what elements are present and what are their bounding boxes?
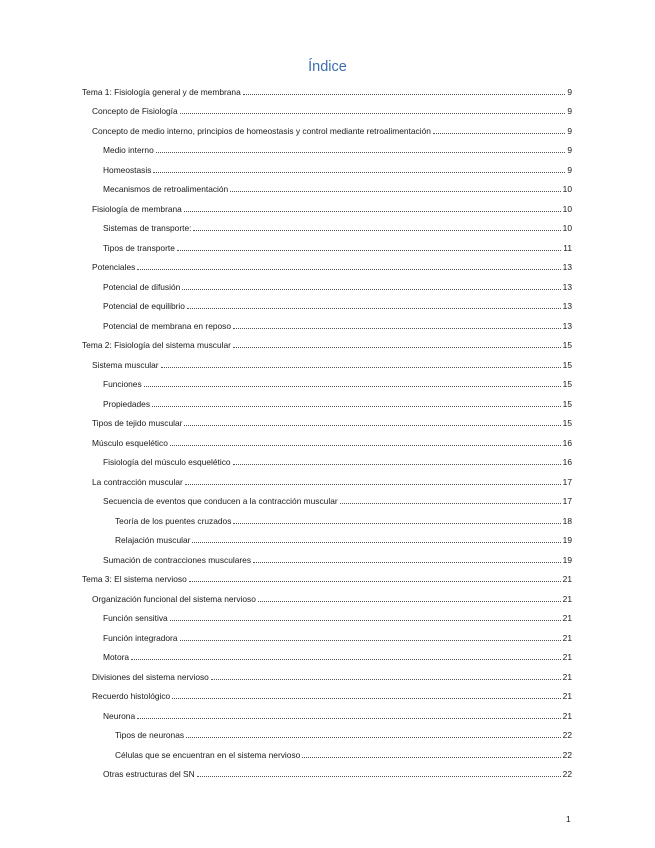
toc-entry-label: Concepto de medio interno, principios de homeostasis y control mediante retroalimentación xyxy=(92,125,431,136)
toc-entry-label: Mecanismos de retroalimentación xyxy=(103,184,229,194)
dot-leader xyxy=(243,93,566,95)
toc-entry[interactable] xyxy=(82,292,572,312)
dot-leader xyxy=(131,658,561,660)
toc-entry-page: 10 xyxy=(562,223,572,233)
toc-entry[interactable] xyxy=(82,467,572,487)
toc-entry-page: 21 xyxy=(562,652,572,662)
dot-leader xyxy=(186,736,561,738)
dot-leader xyxy=(144,385,561,387)
toc-entry[interactable] xyxy=(82,194,572,214)
toc-entry-label: Potencial de difusión xyxy=(103,281,181,292)
toc-entry-page: 15 xyxy=(562,418,572,428)
toc-entry-page: 19 xyxy=(562,554,572,565)
toc-entry-page: 11 xyxy=(563,242,572,253)
toc-entry-label: Otras estructuras del SN xyxy=(103,769,195,779)
dot-leader xyxy=(170,444,561,446)
dot-leader xyxy=(184,424,560,426)
dot-leader xyxy=(192,541,560,543)
toc-entry-label: Tema 2: Fisiología del sistema muscular xyxy=(82,340,231,350)
toc-entry[interactable] xyxy=(82,233,572,253)
toc-entry-page: 21 xyxy=(562,632,572,643)
toc-entry[interactable] xyxy=(82,584,572,604)
toc-entry-page: 22 xyxy=(562,730,572,740)
toc-entry-page: 15 xyxy=(562,398,572,409)
toc-entry[interactable] xyxy=(82,487,572,507)
dot-leader xyxy=(189,580,561,582)
toc-entry[interactable] xyxy=(82,389,572,409)
toc-entry-page: 10 xyxy=(562,184,572,194)
toc-entry-page: 21 xyxy=(562,574,572,584)
toc-entry[interactable] xyxy=(82,721,572,741)
dot-leader xyxy=(177,249,561,251)
dot-leader xyxy=(233,522,560,524)
toc-entry[interactable] xyxy=(82,448,572,468)
table-of-contents xyxy=(82,77,572,779)
toc-entry[interactable] xyxy=(82,682,572,702)
toc-entry-label: Tema 3: El sistema nervioso xyxy=(82,574,187,584)
dot-leader xyxy=(258,600,561,602)
dot-leader xyxy=(153,171,565,173)
toc-entry[interactable] xyxy=(82,272,572,292)
toc-entry[interactable] xyxy=(82,311,572,331)
toc-entry-page: 21 xyxy=(562,671,572,682)
toc-entry-label: Potenciales xyxy=(92,262,136,272)
dot-leader xyxy=(180,112,566,114)
toc-entry-label: Divisiones del sistema nervioso xyxy=(92,671,209,682)
toc-entry-label: Potencial de membrana en reposo xyxy=(103,320,232,331)
toc-entry-label: Secuencia de eventos que conducen a la contracción muscular xyxy=(103,496,338,506)
dot-leader xyxy=(197,775,561,777)
toc-entry-label: Sumación de contracciones musculares xyxy=(103,554,252,565)
dot-leader xyxy=(340,502,561,504)
dot-leader xyxy=(187,307,561,309)
toc-entry-page: 15 xyxy=(562,359,572,370)
dot-leader xyxy=(172,697,560,699)
toc-entry[interactable] xyxy=(82,662,572,682)
toc-entry[interactable] xyxy=(82,740,572,760)
toc-entry-label: Recuerdo histológico xyxy=(92,691,171,701)
dot-leader xyxy=(233,327,561,329)
dot-leader xyxy=(433,132,565,134)
toc-entry-page: 13 xyxy=(562,281,572,292)
toc-entry[interactable] xyxy=(82,350,572,370)
toc-entry-page: 9 xyxy=(567,145,572,155)
toc-entry[interactable] xyxy=(82,565,572,585)
dot-leader xyxy=(230,190,560,192)
toc-entry-label: Neurona xyxy=(103,710,136,721)
toc-entry[interactable] xyxy=(82,214,572,234)
toc-entry[interactable] xyxy=(82,77,572,97)
dot-leader xyxy=(182,288,560,290)
toc-entry-label: Homeostasis xyxy=(103,164,152,175)
toc-entry-page: 21 xyxy=(562,593,572,604)
toc-entry[interactable] xyxy=(82,643,572,663)
toc-entry-label: Relajación muscular xyxy=(115,535,191,545)
toc-entry-page: 21 xyxy=(562,613,572,623)
dot-leader xyxy=(185,483,561,485)
toc-entry-page: 9 xyxy=(567,86,572,97)
toc-entry-page: 21 xyxy=(562,710,572,721)
toc-entry-label: Sistema muscular xyxy=(92,359,159,370)
toc-entry-label: Funciones xyxy=(103,379,142,389)
dot-leader xyxy=(184,210,561,212)
toc-entry[interactable] xyxy=(82,175,572,195)
toc-entry-label: Teoría de los puentes cruzados xyxy=(115,515,232,526)
toc-entry-page: 9 xyxy=(567,125,572,136)
toc-entry-page: 17 xyxy=(562,496,572,506)
toc-entry-label: Fisiología de membrana xyxy=(92,203,182,214)
toc-entry[interactable] xyxy=(82,136,572,156)
dot-leader xyxy=(211,678,561,680)
toc-entry[interactable] xyxy=(82,331,572,351)
toc-entry-page: 18 xyxy=(562,515,572,526)
toc-entry-label: Función integradora xyxy=(103,632,178,643)
toc-entry-label: Tipos de neuronas xyxy=(115,730,185,740)
toc-entry-label: Músculo esquelético xyxy=(92,437,168,448)
toc-entry-label: Fisiología del músculo esquelético xyxy=(103,457,231,467)
toc-entry-label: Propiedades xyxy=(103,398,151,409)
dot-leader xyxy=(302,756,560,758)
toc-entry-page: 15 xyxy=(562,379,572,389)
toc-entry[interactable] xyxy=(82,701,572,721)
toc-entry-label: Concepto de Fisiología xyxy=(92,106,178,116)
toc-entry-page: 16 xyxy=(562,437,572,448)
dot-leader xyxy=(161,366,561,368)
toc-entry-label: Células que se encuentran en el sistema nervioso xyxy=(115,749,301,760)
toc-entry-page: 16 xyxy=(562,457,572,467)
toc-entry-label: Motora xyxy=(103,652,130,662)
toc-entry-page: 13 xyxy=(562,262,572,272)
toc-entry-label: Tipos de tejido muscular xyxy=(92,418,183,428)
dot-leader xyxy=(233,346,561,348)
toc-entry-page: 10 xyxy=(562,203,572,214)
toc-entry-page: 13 xyxy=(562,301,572,311)
dot-leader xyxy=(233,463,561,465)
toc-entry[interactable] xyxy=(82,253,572,273)
toc-entry-label: Potencial de equilibrio xyxy=(103,301,185,311)
toc-entry-label: Función sensitiva xyxy=(103,613,168,623)
toc-entry-page: 17 xyxy=(562,476,572,487)
dot-leader xyxy=(156,151,566,153)
toc-entry[interactable] xyxy=(82,155,572,175)
toc-entry-label: Sistemas de transporte: xyxy=(103,223,192,233)
toc-entry-page: 9 xyxy=(567,106,572,116)
dot-leader xyxy=(137,268,560,270)
toc-title: Índice xyxy=(308,59,347,75)
toc-entry[interactable] xyxy=(82,506,572,526)
toc-entry-page: 19 xyxy=(562,535,572,545)
toc-entry-label: La contracción muscular xyxy=(92,476,183,487)
toc-entry[interactable] xyxy=(82,545,572,565)
toc-entry-label: Tipos de transporte xyxy=(103,242,175,253)
toc-entry-label: Tema 1: Fisiología general y de membrana xyxy=(82,86,241,97)
toc-entry[interactable] xyxy=(82,409,572,429)
dot-leader xyxy=(152,405,561,407)
toc-entry-page: 22 xyxy=(562,749,572,760)
dot-leader xyxy=(193,229,560,231)
toc-entry[interactable] xyxy=(82,760,572,780)
dot-leader xyxy=(180,639,561,641)
toc-entry-page: 21 xyxy=(562,691,572,701)
dot-leader xyxy=(253,561,561,563)
dot-leader xyxy=(170,619,561,621)
dot-leader xyxy=(137,717,561,719)
toc-entry-page: 9 xyxy=(567,164,572,175)
toc-entry[interactable] xyxy=(82,428,572,448)
toc-entry[interactable] xyxy=(82,370,572,390)
toc-entry[interactable] xyxy=(82,623,572,643)
toc-entry[interactable] xyxy=(82,604,572,624)
page-number: 1 xyxy=(566,814,571,824)
toc-entry-page: 13 xyxy=(562,320,572,331)
toc-entry-label: Organización funcional del sistema nervioso xyxy=(92,593,256,604)
toc-entry[interactable] xyxy=(82,526,572,546)
toc-entry-page: 22 xyxy=(562,769,572,779)
toc-entry[interactable] xyxy=(82,97,572,117)
toc-entry-page: 15 xyxy=(562,340,572,350)
toc-entry-label: Medio interno xyxy=(103,145,154,155)
toc-entry[interactable] xyxy=(82,116,572,136)
